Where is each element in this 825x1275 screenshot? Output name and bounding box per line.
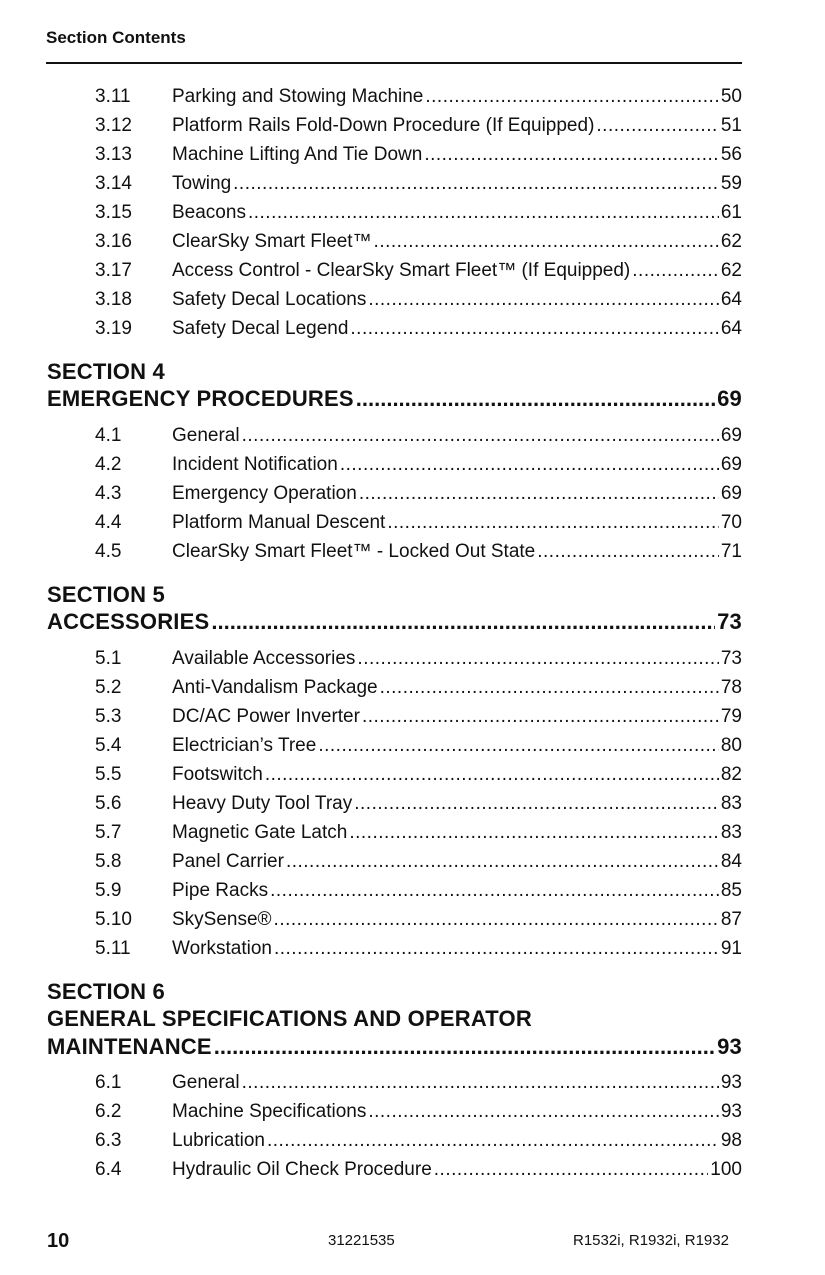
- toc-entry-number: 3.19: [95, 318, 132, 339]
- toc-entry-title: Machine Lifting And Tie Down: [172, 144, 423, 165]
- section-title: MAINTENANCE: [47, 1034, 212, 1059]
- dot-leader: [537, 539, 719, 565]
- toc-entry-number: 3.16: [95, 231, 132, 252]
- toc-entry-number: 5.7: [95, 822, 122, 843]
- toc-entry-number: 5.3: [95, 706, 122, 727]
- dot-leader: [274, 936, 719, 962]
- toc-entry-title: Safety Decal Legend: [172, 318, 349, 339]
- header-divider: [46, 62, 742, 64]
- toc-entry-number: 3.12: [95, 115, 132, 136]
- toc-entry-page: 100: [710, 1159, 742, 1180]
- toc-entry-3-15[interactable]: [95, 200, 742, 226]
- toc-entry-title: Lubrication: [172, 1130, 265, 1151]
- dot-leader: [356, 385, 715, 412]
- toc-entry-5-11[interactable]: [95, 936, 742, 962]
- toc-entry-title: Magnetic Gate Latch: [172, 822, 348, 843]
- toc-entry-title: Workstation: [172, 938, 272, 959]
- toc-entry-page: 80: [720, 735, 742, 756]
- toc-entry-page: 82: [720, 764, 742, 785]
- dot-leader: [425, 84, 718, 110]
- dot-leader: [211, 608, 715, 635]
- section-6-heading[interactable]: [47, 1033, 742, 1060]
- toc-entry-title: Towing: [172, 173, 232, 194]
- toc-entry-5-1[interactable]: [95, 646, 742, 672]
- toc-entry-5-7[interactable]: [95, 820, 742, 846]
- toc-entry-page: 64: [720, 289, 742, 310]
- toc-entry-page: 83: [720, 822, 742, 843]
- toc-entry-5-10[interactable]: [95, 907, 742, 933]
- toc-entry-number: 3.18: [95, 289, 132, 310]
- toc-entry-page: 69: [720, 483, 742, 504]
- toc-entry-page: 98: [720, 1130, 742, 1151]
- toc-entry-5-6[interactable]: [95, 791, 742, 817]
- toc-entry-page: 51: [720, 115, 742, 136]
- toc-entry-5-4[interactable]: [95, 733, 742, 759]
- footer-models: R1532i, R1932i, R1932: [573, 1232, 729, 1249]
- toc-entry-5-3[interactable]: [95, 704, 742, 730]
- toc-entry-3-16[interactable]: [95, 229, 742, 255]
- toc-entry-4-4[interactable]: [95, 510, 742, 536]
- dot-leader: [357, 646, 718, 672]
- section-5-label: SECTION 5: [47, 582, 165, 607]
- toc-entry-title: Beacons: [172, 202, 246, 223]
- dot-leader: [318, 733, 719, 759]
- dot-leader: [270, 878, 719, 904]
- toc-entry-3-14[interactable]: [95, 171, 742, 197]
- page-header-title: Section Contents: [46, 28, 186, 47]
- toc-entry-page: 93: [720, 1072, 742, 1093]
- toc-entry-page: 69: [720, 425, 742, 446]
- dot-leader: [354, 791, 719, 817]
- toc-entry-4-3[interactable]: [95, 481, 742, 507]
- dot-leader: [350, 316, 718, 342]
- toc-entry-title: Access Control - ClearSky Smart Fleet™ (If Equipped): [172, 260, 631, 281]
- dot-leader: [632, 258, 719, 284]
- toc-entry-title: ClearSky Smart Fleet™ - Locked Out State: [172, 541, 536, 562]
- toc-entry-3-17[interactable]: [95, 258, 742, 284]
- section-6-label: SECTION 6: [47, 979, 165, 1004]
- toc-entry-page: 59: [720, 173, 742, 194]
- toc-entry-title: Electrician’s Tree: [172, 735, 317, 756]
- toc-entry-number: 4.2: [95, 454, 122, 475]
- dot-leader: [387, 510, 719, 536]
- toc-entry-page: 50: [720, 86, 742, 107]
- toc-entry-title: Available Accessories: [172, 648, 356, 669]
- toc-entry-3-11[interactable]: [95, 84, 742, 110]
- toc-entry-title: Panel Carrier: [172, 851, 284, 872]
- toc-entry-number: 5.8: [95, 851, 122, 872]
- section-title: ACCESSORIES: [47, 609, 210, 634]
- toc-entry-6-3[interactable]: [95, 1128, 742, 1154]
- dot-leader: [380, 675, 719, 701]
- toc-entry-number: 5.10: [95, 909, 132, 930]
- toc-entry-3-12[interactable]: [95, 113, 742, 139]
- toc-entry-4-1[interactable]: [95, 423, 742, 449]
- toc-entry-page: 78: [720, 677, 742, 698]
- toc-entry-page: 85: [720, 880, 742, 901]
- toc-entry-page: 69: [720, 454, 742, 475]
- toc-entry-title: Footswitch: [172, 764, 263, 785]
- dot-leader: [349, 820, 719, 846]
- dot-leader: [265, 762, 719, 788]
- toc-entry-number: 5.2: [95, 677, 122, 698]
- toc-entry-page: 93: [720, 1101, 742, 1122]
- toc-entry-5-8[interactable]: [95, 849, 742, 875]
- toc-entry-page: 87: [720, 909, 742, 930]
- toc-entry-number: 4.4: [95, 512, 122, 533]
- toc-entry-number: 6.3: [95, 1130, 122, 1151]
- toc-entry-5-5[interactable]: [95, 762, 742, 788]
- dot-leader: [424, 142, 719, 168]
- toc-entry-number: 3.11: [95, 86, 131, 107]
- toc-entry-title: DC/AC Power Inverter: [172, 706, 360, 727]
- toc-entry-number: 3.13: [95, 144, 132, 165]
- toc-entry-number: 6.2: [95, 1101, 122, 1122]
- toc-entry-number: 5.5: [95, 764, 122, 785]
- toc-entry-number: 5.6: [95, 793, 122, 814]
- dot-leader: [242, 423, 719, 449]
- section-title: EMERGENCY PROCEDURES: [47, 386, 354, 411]
- toc-entry-page: 71: [720, 541, 742, 562]
- toc-entry-3-18[interactable]: [95, 287, 742, 313]
- dot-leader: [368, 1099, 719, 1125]
- toc-entry-title: ClearSky Smart Fleet™: [172, 231, 372, 252]
- toc-entry-6-2[interactable]: [95, 1099, 742, 1125]
- toc-entry-5-9[interactable]: [95, 878, 742, 904]
- toc-entry-title: Hydraulic Oil Check Procedure: [172, 1159, 432, 1180]
- dot-leader: [267, 1128, 719, 1154]
- footer-document-number: 31221535: [328, 1232, 395, 1249]
- toc-entry-page: 62: [720, 231, 742, 252]
- toc-entry-title: Incident Notification: [172, 454, 338, 475]
- section-4-heading[interactable]: [47, 385, 742, 412]
- toc-entry-page: 84: [720, 851, 742, 872]
- section-page: 73: [717, 609, 742, 634]
- section-page: 69: [717, 386, 742, 411]
- toc-entry-number: 6.4: [95, 1159, 122, 1180]
- dot-leader: [368, 287, 719, 313]
- toc-entry-title: Platform Rails Fold-Down Procedure (If Equipped): [172, 115, 595, 136]
- toc-entry-number: 3.14: [95, 173, 132, 194]
- dot-leader: [214, 1033, 715, 1060]
- dot-leader: [274, 907, 719, 933]
- toc-entry-page: 62: [720, 260, 742, 281]
- toc-entry-number: 5.11: [95, 938, 131, 959]
- dot-leader: [233, 171, 719, 197]
- toc-entry-title: Machine Specifications: [172, 1101, 367, 1122]
- toc-entry-number: 4.5: [95, 541, 122, 562]
- dot-leader: [242, 1070, 719, 1096]
- toc-entry-page: 91: [720, 938, 742, 959]
- toc-entry-title: Pipe Racks: [172, 880, 269, 901]
- dot-leader: [374, 229, 719, 255]
- toc-entry-number: 4.3: [95, 483, 122, 504]
- section-4-label: SECTION 4: [47, 359, 165, 384]
- toc-entry-6-1[interactable]: [95, 1070, 742, 1096]
- toc-entry-number: 5.4: [95, 735, 122, 756]
- toc-entry-number: 3.17: [95, 260, 132, 281]
- toc-entry-page: 73: [720, 648, 742, 669]
- toc-entry-number: 4.1: [95, 425, 122, 446]
- toc-entry-4-2[interactable]: [95, 452, 742, 478]
- dot-leader: [596, 113, 718, 139]
- toc-entry-title: Parking and Stowing Machine: [172, 86, 424, 107]
- toc-entry-page: 56: [720, 144, 742, 165]
- toc-entry-page: 83: [720, 793, 742, 814]
- dot-leader: [248, 200, 719, 226]
- toc-entry-page: 64: [720, 318, 742, 339]
- toc-entry-title: SkySense®: [172, 909, 272, 930]
- dot-leader: [434, 1157, 709, 1183]
- toc-entry-page: 70: [720, 512, 742, 533]
- toc-entry-6-4[interactable]: [95, 1157, 742, 1183]
- toc-entry-title: Platform Manual Descent: [172, 512, 386, 533]
- dot-leader: [286, 849, 719, 875]
- footer-page-number: 10: [47, 1230, 70, 1252]
- toc-entry-4-5[interactable]: [95, 539, 742, 565]
- toc-entry-3-19[interactable]: [95, 316, 742, 342]
- toc-entry-title: Heavy Duty Tool Tray: [172, 793, 353, 814]
- toc-entry-title: Safety Decal Locations: [172, 289, 367, 310]
- toc-entry-number: 5.1: [95, 648, 122, 669]
- toc-entry-number: 5.9: [95, 880, 122, 901]
- dot-leader: [359, 481, 719, 507]
- section-5-heading[interactable]: [47, 608, 742, 635]
- toc-entry-title: General: [172, 1072, 240, 1093]
- toc-entry-number: 3.15: [95, 202, 132, 223]
- dot-leader: [362, 704, 719, 730]
- section-6-title-line1: GENERAL SPECIFICATIONS AND OPERATOR: [47, 1006, 532, 1031]
- toc-entry-title: Anti-Vandalism Package: [172, 677, 378, 698]
- toc-entry-3-13[interactable]: [95, 142, 742, 168]
- toc-entry-title: Emergency Operation: [172, 483, 357, 504]
- toc-entry-page: 79: [720, 706, 742, 727]
- section-page: 93: [717, 1034, 742, 1059]
- toc-entry-5-2[interactable]: [95, 675, 742, 701]
- toc-entry-title: General: [172, 425, 240, 446]
- toc-entry-number: 6.1: [95, 1072, 122, 1093]
- toc-entry-page: 61: [720, 202, 742, 223]
- dot-leader: [340, 452, 719, 478]
